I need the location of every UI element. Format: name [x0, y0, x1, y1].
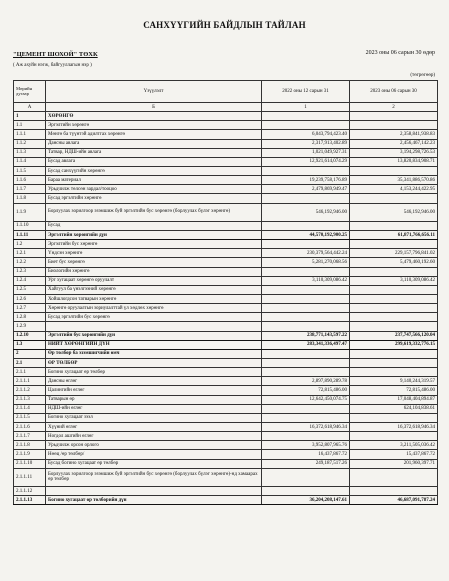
row-label: Богино хугацаат өр төлбөр — [46, 368, 262, 377]
table-row — [14, 121, 438, 130]
row-code: 1.1.8 — [14, 194, 46, 203]
row-value-prev: 3,952,807,965.76 — [262, 441, 350, 450]
table-row — [14, 157, 438, 166]
row-code: 1.1.3 — [14, 148, 46, 157]
row-value-prev: 2,479,869,949.47 — [262, 185, 350, 194]
row-code: 2.1.1.12 — [14, 486, 46, 495]
row-code: 2.1.1.9 — [14, 450, 46, 459]
table-row — [14, 340, 438, 349]
row-value-prev: 1,021,049,927.31 — [262, 148, 350, 157]
row-value-curr — [350, 121, 438, 130]
table-row — [14, 386, 438, 395]
row-value-curr — [350, 294, 438, 303]
report-date: 2023 оны 06 сарын 30 өдөр — [365, 50, 435, 56]
row-code: 2 — [14, 349, 46, 358]
row-value-prev — [262, 194, 350, 203]
row-label: Татварын өр — [46, 395, 262, 404]
row-code: 2.1.1.2 — [14, 386, 46, 395]
row-value-curr: 229,157,796,841.02 — [350, 249, 438, 258]
row-code: 1.2.5 — [14, 285, 46, 294]
row-value-prev — [262, 432, 350, 441]
row-value-curr — [350, 413, 438, 422]
table-row — [14, 194, 438, 203]
table-row — [14, 468, 438, 486]
row-value-curr — [350, 368, 438, 377]
row-code: 2.1.1.13 — [14, 496, 46, 505]
row-value-curr: 13,820,834,908.71 — [350, 157, 438, 166]
row-label: Эргэлтийн бус хөрөнгө — [46, 240, 262, 249]
row-value-prev — [262, 121, 350, 130]
row-value-prev: 3,110,309,086.42 — [262, 276, 350, 285]
row-label: Бараа материал — [46, 176, 262, 185]
row-value-curr: 5,479,460,192.60 — [350, 258, 438, 267]
row-label: Б — [46, 103, 262, 112]
row-value-prev — [262, 285, 350, 294]
row-value-curr: 46,687,091,787.24 — [350, 496, 438, 505]
row-code: 2.1.1.3 — [14, 395, 46, 404]
row-code: 1.1 — [14, 121, 46, 130]
table-row — [14, 413, 438, 422]
row-value-curr: 35,341,886,570.86 — [350, 176, 438, 185]
row-code: 1.2.1 — [14, 249, 46, 258]
table-row — [14, 441, 438, 450]
row-code: 2.1.1.4 — [14, 404, 46, 413]
table-row — [14, 377, 438, 386]
row-label: Борлуулах зорилгоор эзэмшиж буй эргэлтийн бус хөрөнгө (борлуулах бүлэг хөрөнгө) — [46, 203, 262, 221]
row-value-curr — [350, 432, 438, 441]
row-value-curr: 3,194,298,726.53 — [350, 148, 438, 157]
row-code: 1.2.3 — [14, 267, 46, 276]
header-code: Мөрийн дугаар — [14, 81, 46, 103]
row-code: 1.2.4 — [14, 276, 46, 285]
row-value-prev: 5,281,270,068.56 — [262, 258, 350, 267]
row-label: Эргэлтийн хөрөнгийн дүн — [46, 230, 262, 239]
row-value-prev — [262, 267, 350, 276]
table-row — [14, 432, 438, 441]
table-row — [14, 349, 438, 358]
table-row — [14, 240, 438, 249]
table-row — [14, 112, 438, 121]
company-subnote: ( Аж ахуйн нэгж, байгууллагын нэр ) — [13, 63, 92, 68]
row-value-prev — [262, 368, 350, 377]
row-code: 1.1.5 — [14, 166, 46, 175]
row-value-prev: 249,187,517.26 — [262, 459, 350, 468]
table-row — [14, 450, 438, 459]
row-label: Ногдол ашгийн өглөг — [46, 432, 262, 441]
row-code: 1.1.6 — [14, 176, 46, 185]
row-value-curr: 16,372,618,946.34 — [350, 422, 438, 431]
row-label: Биет бус хөрөнгө — [46, 258, 262, 267]
row-label — [46, 486, 262, 495]
row-value-curr — [350, 166, 438, 175]
header-prev: 2022 оны 12 сарын 31 — [262, 81, 350, 103]
row-label: Хөрөнгө оруулалтын зориулалттай үл хөдлөх хөрөнгө — [46, 304, 262, 313]
table-header-row — [14, 81, 438, 103]
table-row — [14, 249, 438, 258]
row-value-prev — [262, 468, 350, 486]
row-label — [46, 322, 262, 331]
row-value-prev — [262, 413, 350, 422]
row-value-curr — [350, 285, 438, 294]
table-row — [14, 368, 438, 377]
header-name: Үзүүлэлт — [46, 81, 262, 103]
row-code: 1.1.2 — [14, 139, 46, 148]
row-code: 2.1.1 — [14, 368, 46, 377]
balance-sheet-table — [13, 80, 438, 505]
table-row — [14, 358, 438, 367]
row-value-curr: 3,211,505,036.42 — [350, 441, 438, 450]
row-code: 2.1.1.6 — [14, 422, 46, 431]
row-label: Мөнгө ба түүнтэй адилтгах хөрөнгө — [46, 130, 262, 139]
row-label: Богино хугацаат зээл — [46, 413, 262, 422]
row-label: Хайгуул ба үнэлгээний хөрөнгө — [46, 285, 262, 294]
row-code: 2.1.1.7 — [14, 432, 46, 441]
row-value-curr — [350, 267, 438, 276]
row-value-curr — [350, 240, 438, 249]
table-row — [14, 166, 438, 175]
row-value-curr: 299,619,332,776.15 — [350, 340, 438, 349]
table-body — [14, 103, 438, 505]
row-value-prev: 283,341,336,497.47 — [262, 340, 350, 349]
row-value-curr: 2,456,467,142.23 — [350, 139, 438, 148]
table-row — [14, 185, 438, 194]
row-value-prev — [262, 404, 350, 413]
row-code: А — [14, 103, 46, 112]
row-value-curr: 15,437,867.72 — [350, 450, 438, 459]
row-code: 1.1.10 — [14, 221, 46, 230]
table-row — [14, 422, 438, 431]
row-label: ӨР ТӨЛБӨР — [46, 358, 262, 367]
row-code: 1.2 — [14, 240, 46, 249]
row-value-curr: 624,104,838.61 — [350, 404, 438, 413]
row-label: Цалингийн өглөг — [46, 386, 262, 395]
row-value-prev: 546,192,946.00 — [262, 203, 350, 221]
company-name: "ЦЕМЕНТ ШОХОЙ" ТӨХК — [13, 51, 98, 58]
table-row — [14, 148, 438, 157]
row-value-curr — [350, 112, 438, 121]
row-value-prev: 238,771,143,597.22 — [262, 331, 350, 340]
row-value-curr: 17,048,404,894.87 — [350, 395, 438, 404]
row-label: Нөөц /өр төлбөр/ — [46, 450, 262, 459]
row-value-prev — [262, 166, 350, 175]
row-code: 2.1 — [14, 358, 46, 367]
table-row — [14, 130, 438, 139]
row-value-prev: 12,642,450,074.75 — [262, 395, 350, 404]
row-value-prev: 16,372,618,946.34 — [262, 422, 350, 431]
row-label: НДШ-ийн өглөг — [46, 404, 262, 413]
row-value-prev — [262, 486, 350, 495]
row-value-curr — [350, 349, 438, 358]
row-value-curr — [350, 322, 438, 331]
table-row — [14, 221, 438, 230]
table-row — [14, 313, 438, 322]
row-label: Эргэлтийн хөрөнгө — [46, 121, 262, 130]
row-value-prev — [262, 358, 350, 367]
row-label: Богино хугацаат өр төлбөрийн дүн — [46, 496, 262, 505]
table-row — [14, 103, 438, 112]
table-row — [14, 258, 438, 267]
row-value-prev — [262, 322, 350, 331]
row-value-curr — [350, 304, 438, 313]
table-row — [14, 267, 438, 276]
row-label: ХӨРӨНГӨ — [46, 112, 262, 121]
row-value-prev — [262, 240, 350, 249]
row-value-curr — [350, 194, 438, 203]
row-code: 1.2.7 — [14, 304, 46, 313]
row-code: 1.1.9 — [14, 203, 46, 221]
table-row — [14, 203, 438, 221]
row-code: 2.1.1.10 — [14, 459, 46, 468]
row-label: Үндсэн хөрөнгө — [46, 249, 262, 258]
row-value-prev: 2,317,913,402.89 — [262, 139, 350, 148]
row-code: 2.1.1.11 — [14, 468, 46, 486]
table-row — [14, 496, 438, 505]
row-value-curr: 237,747,566,120.04 — [350, 331, 438, 340]
row-label: Хүүний өглөг — [46, 422, 262, 431]
row-label: Биологийн хөрөнгө — [46, 267, 262, 276]
row-label: Урьдчилж төлсөн зардал/тооцоо — [46, 185, 262, 194]
row-label: Бусад — [46, 221, 262, 230]
row-value-curr: 4,153,244,422.95 — [350, 185, 438, 194]
row-value-curr: 201,960,397.71 — [350, 459, 438, 468]
table-row — [14, 294, 438, 303]
row-value-prev — [262, 313, 350, 322]
row-value-prev: 2,897,890,289.78 — [262, 377, 350, 386]
row-value-curr — [350, 486, 438, 495]
row-value-curr: 9,140,244,319.57 — [350, 377, 438, 386]
row-code: 1.2.8 — [14, 313, 46, 322]
row-code: 1.1.4 — [14, 157, 46, 166]
row-label: Дансны авлага — [46, 139, 262, 148]
row-value-curr: 72,815,486.00 — [350, 386, 438, 395]
row-code: 1.1.11 — [14, 230, 46, 239]
row-label: НИЙТ ХӨРӨНГИЙН ДҮН — [46, 340, 262, 349]
row-value-prev: 230,379,564,442.24 — [262, 249, 350, 258]
row-value-curr: 61,871,766,656.11 — [350, 230, 438, 239]
row-value-prev: 19,239,758,176.89 — [262, 176, 350, 185]
table-row — [14, 486, 438, 495]
row-value-curr — [350, 313, 438, 322]
row-code: 1.2.6 — [14, 294, 46, 303]
row-label: Урьдчилж орсон орлого — [46, 441, 262, 450]
row-label: Бусад эргэлтийн хөрөнгө — [46, 194, 262, 203]
table-row — [14, 230, 438, 239]
row-label: Бусад богино хугацаат өр төлбөр — [46, 459, 262, 468]
row-value-curr: 2,358,841,938.83 — [350, 130, 438, 139]
row-value-curr: 3,110,309,086.42 — [350, 276, 438, 285]
row-value-curr — [350, 358, 438, 367]
table-row — [14, 176, 438, 185]
row-value-curr: 546,192,946.00 — [350, 203, 438, 221]
row-label: Дансны өглөг — [46, 377, 262, 386]
row-value-curr — [350, 221, 438, 230]
row-code: 1.2.10 — [14, 331, 46, 340]
table-row — [14, 322, 438, 331]
row-value-curr: 2 — [350, 103, 438, 112]
row-value-prev: 16,437,867.72 — [262, 450, 350, 459]
table-row — [14, 276, 438, 285]
row-value-prev — [262, 294, 350, 303]
row-value-prev: 6,043,794,423.40 — [262, 130, 350, 139]
row-label: Татвар, НДШ-ийн авлага — [46, 148, 262, 157]
row-value-prev: 36,204,208,147.61 — [262, 496, 350, 505]
row-label: Бусад авлага — [46, 157, 262, 166]
row-value-prev — [262, 221, 350, 230]
row-label: Борлуулах зорилгоор эзэмшиж буй эргэлтийн бус хөрөнгө (борлуулах бүлэг хөрөнгө)-нд хамаарах өр төлбөр — [46, 468, 262, 486]
row-label: Бусад эргэлтийн бус хөрөнгө — [46, 313, 262, 322]
row-value-prev: 44,570,192,900.25 — [262, 230, 350, 239]
row-label: Бусад санхүүгийн хөрөнгө — [46, 166, 262, 175]
table-row — [14, 139, 438, 148]
header-curr: 2023 оны 06 сарын 30 — [350, 81, 438, 103]
row-code: 1.2.2 — [14, 258, 46, 267]
table-row — [14, 331, 438, 340]
row-value-prev — [262, 112, 350, 121]
row-value-prev: 12,921,614,074.29 — [262, 157, 350, 166]
report-title: САНХҮҮГИЙН БАЙДЛЫН ТАЙЛАН — [143, 20, 306, 30]
row-value-prev: 72,815,486.00 — [262, 386, 350, 395]
row-value-prev: 1 — [262, 103, 350, 112]
table-row — [14, 304, 438, 313]
row-code: 2.1.1.1 — [14, 377, 46, 386]
row-label: Эргэлтийн бус хөрөнгийн дүн — [46, 331, 262, 340]
row-code: 2.1.1.5 — [14, 413, 46, 422]
row-value-prev — [262, 304, 350, 313]
row-code: 2.1.1.8 — [14, 441, 46, 450]
table-row — [14, 459, 438, 468]
row-value-curr — [350, 468, 438, 486]
row-code: 1.3 — [14, 340, 46, 349]
row-label: Өр төлбөр ба эзэмшигчийн өмч — [46, 349, 262, 358]
row-label: Урт хугацаат хөрөнгө оруулалт — [46, 276, 262, 285]
currency-note: (төгрөгөөр) — [410, 73, 435, 78]
row-code: 1.2.9 — [14, 322, 46, 331]
row-code: 1 — [14, 112, 46, 121]
row-code: 1.1.1 — [14, 130, 46, 139]
row-label: Хойшлогдсон татварын хөрөнгө — [46, 294, 262, 303]
table-row — [14, 404, 438, 413]
row-code: 1.1.7 — [14, 185, 46, 194]
row-value-prev — [262, 349, 350, 358]
table-row — [14, 395, 438, 404]
table-row — [14, 285, 438, 294]
